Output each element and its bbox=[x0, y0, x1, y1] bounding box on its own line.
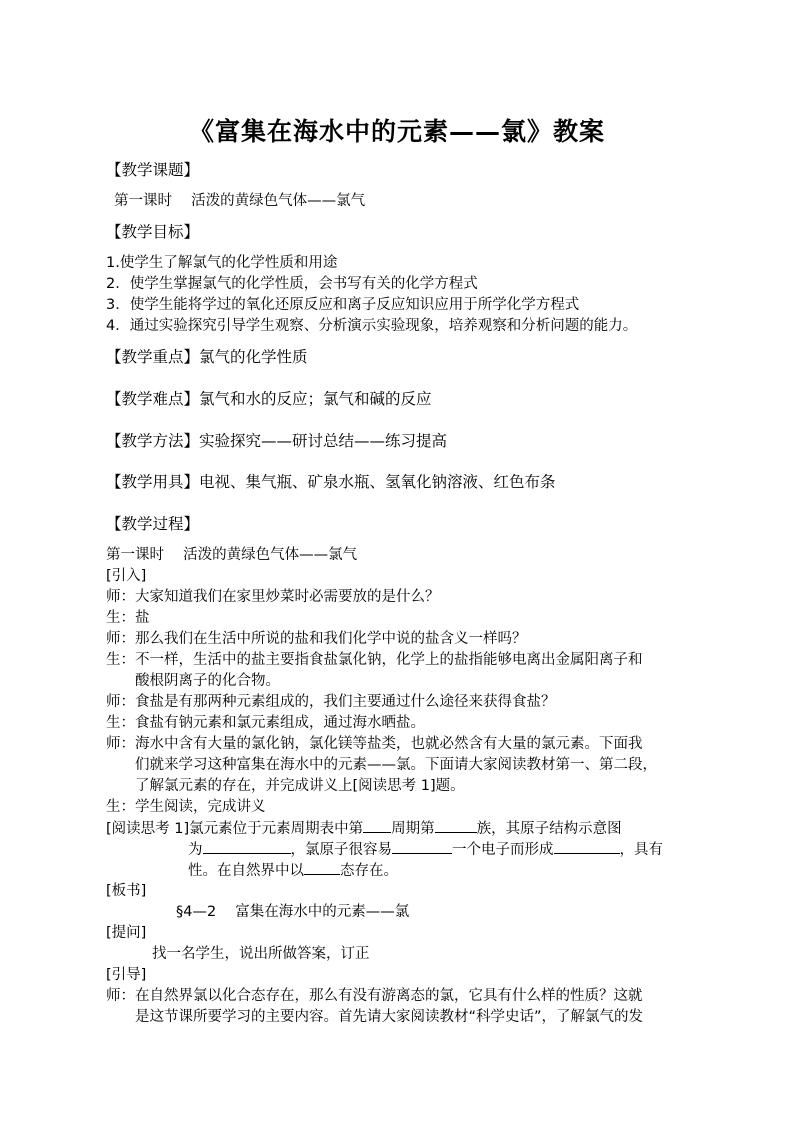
question-text: 族，其原子结构示意图 bbox=[476, 821, 622, 837]
board-text: §4—2 富集在海水中的元素——氯 bbox=[176, 904, 410, 920]
question-text: ，具有 bbox=[619, 842, 663, 858]
tools-row bbox=[106, 472, 556, 492]
intro-tag: [引入] bbox=[106, 568, 147, 584]
dialogue-line: 师：海水中含有大量的氯化钠，氯化镁等盐类，也就必然含有大量的氯元素。下面我 bbox=[106, 736, 643, 752]
dialogue-line-cont: 是这节课所要学习的主要内容。首先请大家阅读教材“科学史话”，了解氯气的发 bbox=[135, 1009, 644, 1025]
method-row bbox=[106, 431, 447, 451]
goal-item: 3．使学生能将学过的氧化还原反应和离子反应知识应用于所学化学方程式 bbox=[106, 297, 580, 313]
dialogue-line-cont: 酸根阴离子的化合物。 bbox=[135, 673, 280, 689]
difficulty-heading: 【教学难点】 bbox=[106, 390, 200, 408]
difficulty-text: 氯气和水的反应；氯气和碱的反应 bbox=[199, 390, 432, 408]
dialogue-line: 师：食盐是有那两种元素组成的，我们主要通过什么途径来获得食盐？ bbox=[106, 694, 556, 710]
goals-heading: 【教学目标】 bbox=[106, 223, 200, 241]
answer-blank[interactable] bbox=[363, 818, 391, 833]
answer-blank[interactable] bbox=[304, 860, 340, 875]
tools-heading: 【教学用具】 bbox=[106, 473, 200, 491]
tools-text: 电视、集气瓶、矿泉水瓶、氢氧化钠溶液、红色布条 bbox=[199, 473, 556, 491]
answer-blank[interactable] bbox=[203, 839, 291, 854]
dialogue-line: 师：那么我们在生活中所说的盐和我们化学中说的盐含义一样吗？ bbox=[106, 631, 527, 647]
topic-heading: 【教学课题】 bbox=[106, 161, 200, 179]
dialogue-line-cont: 了解氯元素的存在，并完成讲义上[阅读思考 1]题。 bbox=[135, 778, 465, 794]
page-title: 《富集在海水中的元素——氯》教案 bbox=[188, 117, 605, 146]
key-point-row bbox=[106, 347, 308, 367]
dialogue-line: 师：大家知道我们在家里炒菜时必需要放的是什么？ bbox=[106, 589, 440, 605]
dialogue-line: 生：食盐有钠元素和氯元素组成，通过海水晒盐。 bbox=[106, 715, 425, 731]
answer-blank[interactable] bbox=[392, 839, 452, 854]
goal-item: 1.使学生了解氯气的化学性质和用途 bbox=[106, 255, 338, 271]
process-heading: 【教学过程】 bbox=[106, 515, 200, 533]
dialogue-line: 生：盐 bbox=[106, 610, 150, 626]
ask-text: 找一名学生，说出所做答案，订正 bbox=[152, 946, 370, 962]
question-text: [阅读思考 1]氯元素位于元素周期表中第 bbox=[106, 821, 364, 837]
question-text: 为 bbox=[188, 842, 203, 858]
question-text: ，氯原子很容易 bbox=[290, 842, 392, 858]
question-text: 周期第 bbox=[391, 821, 435, 837]
board-tag: [板书] bbox=[106, 883, 147, 899]
reading-question-line3 bbox=[188, 860, 398, 881]
key-text: 氯气的化学性质 bbox=[199, 348, 308, 366]
question-text: 态存在。 bbox=[340, 863, 398, 879]
answer-blank[interactable] bbox=[554, 839, 620, 854]
dialogue-line: 生：学生阅读，完成讲义 bbox=[106, 799, 266, 815]
reading-question-line2 bbox=[188, 839, 663, 860]
ask-tag: [提问] bbox=[106, 925, 147, 941]
reading-question-line1 bbox=[106, 818, 622, 839]
method-text: 实验探究——研讨总结——练习提高 bbox=[199, 432, 448, 450]
topic-text: 第一课时 活泼的黄绿色气体——氯气 bbox=[114, 193, 366, 209]
process-lesson: 第一课时 活泼的黄绿色气体——氯气 bbox=[106, 547, 358, 563]
goal-item: 4．通过实验探究引导学生观察、分析演示实验现象，培养观察和分析问题的能力。 bbox=[106, 318, 638, 334]
goal-item: 2．使学生掌握氯气的化学性质，会书写有关的化学方程式 bbox=[106, 276, 478, 292]
question-text: 性。在自然界中以 bbox=[188, 863, 304, 879]
question-text: 一个电子而形成 bbox=[452, 842, 554, 858]
dialogue-line-cont: 们就来学习这种富集在海水中的元素——氯。下面请大家阅读教材第一、第二段， bbox=[135, 757, 657, 773]
dialogue-line: 师：在自然界氯以化合态存在，那么有没有游离态的氯，它具有什么样的性质？这就 bbox=[106, 988, 643, 1004]
difficulty-row bbox=[106, 389, 432, 409]
method-heading: 【教学方法】 bbox=[106, 432, 200, 450]
answer-blank[interactable] bbox=[435, 818, 477, 833]
guide-tag: [引导] bbox=[106, 967, 147, 983]
key-heading: 【教学重点】 bbox=[106, 348, 200, 366]
dialogue-line: 生：不一样，生活中的盐主要指食盐氯化钠，化学上的盐指能够电离出金属阳离子和 bbox=[106, 652, 643, 668]
